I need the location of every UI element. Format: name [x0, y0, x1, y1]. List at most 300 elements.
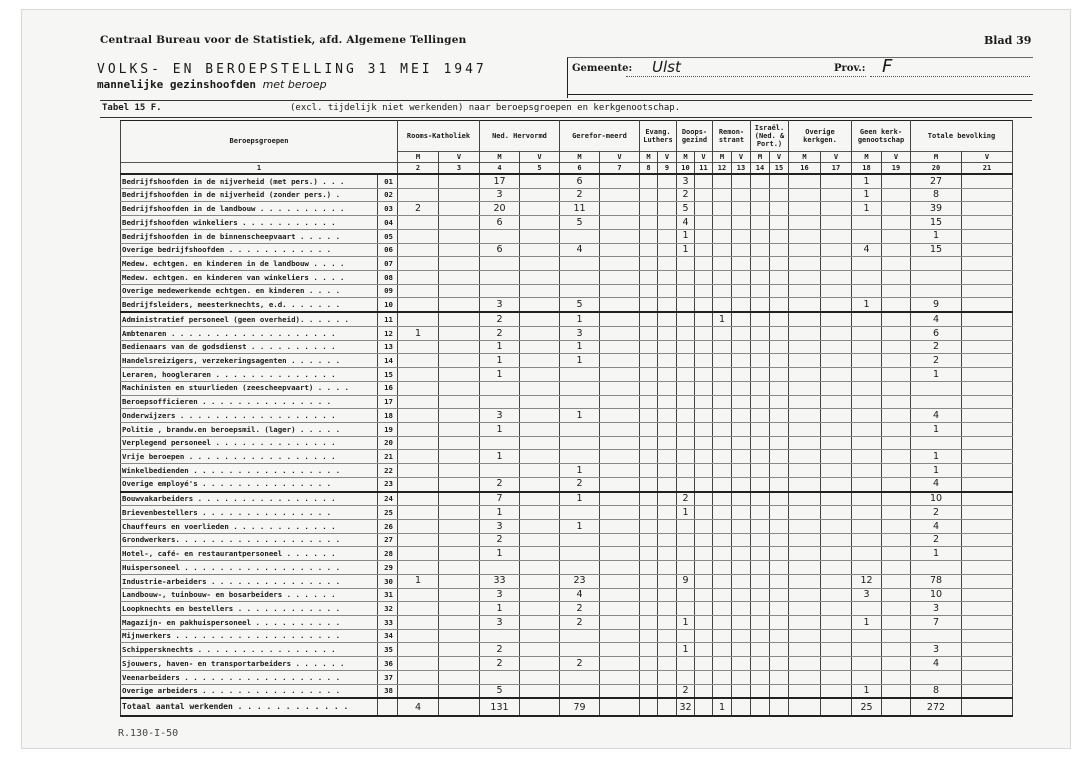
table-row [121, 229, 1013, 243]
occupation-label: Handelsreizigers, verzekeringsagenten . . . . . . [121, 354, 378, 368]
value-cell [962, 643, 1013, 657]
value-cell [713, 547, 732, 561]
value-cell [770, 547, 789, 561]
value-cell: 2 [560, 616, 600, 630]
value-cell [398, 188, 439, 202]
row-number: 08 [378, 271, 398, 285]
row-number: 38 [378, 684, 398, 698]
value-cell [962, 450, 1013, 464]
value-cell [677, 409, 695, 423]
value-cell [658, 216, 677, 230]
occupation-label: Bedienaars van de godsdienst . . . . . . . . . . [121, 340, 378, 354]
value-cell: 1 [852, 174, 882, 188]
value-cell [600, 216, 640, 230]
row-number: 16 [378, 381, 398, 395]
value-cell [751, 326, 770, 340]
sex-m-header: M [911, 152, 962, 163]
column-number: 11 [695, 163, 713, 175]
value-cell [439, 477, 480, 491]
value-cell [732, 450, 751, 464]
value-cell [695, 340, 713, 354]
value-cell [560, 506, 600, 520]
table-row [121, 519, 1013, 533]
value-cell [713, 436, 732, 450]
value-cell [751, 395, 770, 409]
value-cell: 3 [480, 616, 520, 630]
value-cell [640, 381, 658, 395]
row-number: 15 [378, 368, 398, 382]
value-cell [640, 326, 658, 340]
sex-m-header: M [560, 152, 600, 163]
value-cell [520, 602, 560, 616]
value-cell [520, 381, 560, 395]
value-cell [713, 257, 732, 271]
value-cell [677, 519, 695, 533]
value-cell [882, 561, 911, 575]
value-cell [751, 629, 770, 643]
row-number: 13 [378, 340, 398, 354]
value-cell [751, 643, 770, 657]
value-cell [439, 312, 480, 326]
value-cell [600, 243, 640, 257]
value-cell [677, 257, 695, 271]
col-group-header: Remon-strant [713, 121, 751, 152]
value-cell [439, 188, 480, 202]
sex-m-header: M [852, 152, 882, 163]
value-cell: 1 [398, 574, 439, 588]
value-cell [695, 354, 713, 368]
row-number: 02 [378, 188, 398, 202]
value-cell [882, 257, 911, 271]
value-cell [713, 229, 732, 243]
value-cell: 1 [560, 312, 600, 326]
value-cell [480, 436, 520, 450]
occupation-label: Ambtenaren . . . . . . . . . . . . . . . . . . . [121, 326, 378, 340]
value-cell: 1 [480, 450, 520, 464]
value-cell [962, 574, 1013, 588]
value-cell [751, 188, 770, 202]
value-cell: 3 [480, 588, 520, 602]
value-cell [713, 643, 732, 657]
occupation-label: Bedrijfshoofden in de nijverheid (met pers.) . . . [121, 174, 378, 188]
table-row [121, 243, 1013, 257]
value-cell [821, 602, 852, 616]
value-cell [789, 670, 821, 684]
value-cell [695, 174, 713, 188]
value-cell [713, 216, 732, 230]
value-cell [751, 506, 770, 520]
value-cell [882, 271, 911, 285]
value-cell [852, 670, 882, 684]
value-cell [789, 492, 821, 506]
value-cell [695, 602, 713, 616]
value-cell [695, 629, 713, 643]
value-cell [962, 243, 1013, 257]
value-cell [882, 174, 911, 188]
row-number: 28 [378, 547, 398, 561]
value-cell [789, 216, 821, 230]
row-number: 33 [378, 616, 398, 630]
value-cell [732, 271, 751, 285]
value-cell [398, 436, 439, 450]
value-cell [770, 588, 789, 602]
value-cell: 1 [911, 450, 962, 464]
total-cell: 25 [852, 698, 882, 716]
occupation-label: Bedrijfshoofden in de landbouw . . . . . . . . . . [121, 202, 378, 216]
value-cell [751, 436, 770, 450]
value-cell [882, 450, 911, 464]
table-row [121, 409, 1013, 423]
value-cell [695, 271, 713, 285]
value-cell: 3 [852, 588, 882, 602]
value-cell [695, 422, 713, 436]
occupation-label: Bedrijfshoofden in de nijverheid (zonder pers.) . [121, 188, 378, 202]
value-cell: 2 [480, 643, 520, 657]
value-cell [658, 422, 677, 436]
value-cell [600, 257, 640, 271]
occupation-label: Vrije beroepen . . . . . . . . . . . . . . . . . [121, 450, 378, 464]
value-cell [882, 368, 911, 382]
value-cell [640, 298, 658, 312]
table-row [121, 561, 1013, 575]
total-cell: 32 [677, 698, 695, 716]
row-number: 37 [378, 670, 398, 684]
value-cell [821, 243, 852, 257]
occupation-label: Industrie-arbeiders . . . . . . . . . . . . . . . [121, 574, 378, 588]
value-cell [640, 436, 658, 450]
value-cell [560, 450, 600, 464]
value-cell [770, 422, 789, 436]
value-cell [770, 409, 789, 423]
row-number: 10 [378, 298, 398, 312]
occupation-label: Overige bedrijfshoofden . . . . . . . . . . . . [121, 243, 378, 257]
total-cell [658, 698, 677, 716]
occupation-label: Brievenbestellers . . . . . . . . . . . . . . . [121, 506, 378, 520]
value-cell: 7 [911, 616, 962, 630]
value-cell [658, 174, 677, 188]
value-cell [695, 395, 713, 409]
value-cell [911, 436, 962, 450]
value-cell [751, 381, 770, 395]
value-cell [520, 312, 560, 326]
value-cell: 1 [480, 547, 520, 561]
col-group-header: Rooms-Katholiek [398, 121, 480, 152]
value-cell [640, 492, 658, 506]
column-number: 19 [882, 163, 911, 175]
occupation-label: Bedrijfsleiders, meesterknechts, e.d. . . . . . . [121, 298, 378, 312]
value-cell [770, 229, 789, 243]
value-cell [658, 533, 677, 547]
value-cell [439, 643, 480, 657]
value-cell [600, 657, 640, 671]
value-cell [789, 684, 821, 698]
value-cell [962, 340, 1013, 354]
value-cell [962, 588, 1013, 602]
value-cell [732, 174, 751, 188]
value-cell [398, 670, 439, 684]
value-cell [439, 561, 480, 575]
value-cell [695, 257, 713, 271]
value-cell: 4 [911, 477, 962, 491]
value-cell [480, 561, 520, 575]
value-cell [600, 381, 640, 395]
col-group-header: Doops-gezind [677, 121, 713, 152]
value-cell [882, 643, 911, 657]
value-cell [962, 602, 1013, 616]
value-cell [821, 574, 852, 588]
value-cell [789, 533, 821, 547]
value-cell [751, 533, 770, 547]
table-row [121, 284, 1013, 298]
value-cell: 1 [560, 340, 600, 354]
value-cell [821, 174, 852, 188]
value-cell [962, 202, 1013, 216]
value-cell [439, 684, 480, 698]
value-cell: 1 [560, 409, 600, 423]
value-cell [658, 229, 677, 243]
value-cell [789, 506, 821, 520]
table-row [121, 477, 1013, 491]
row-number: 36 [378, 657, 398, 671]
value-cell [732, 395, 751, 409]
value-cell: 39 [911, 202, 962, 216]
occupation-label: Veenarbeiders . . . . . . . . . . . . . . . . . . [121, 670, 378, 684]
value-cell [398, 588, 439, 602]
occupation-label: Magazijn- en pakhuispersoneel . . . . . . . . . . [121, 616, 378, 630]
value-cell: 6 [480, 216, 520, 230]
value-cell [732, 519, 751, 533]
value-cell [770, 174, 789, 188]
value-cell [640, 257, 658, 271]
value-cell [821, 464, 852, 478]
value-cell [852, 643, 882, 657]
table-row [121, 464, 1013, 478]
value-cell [732, 657, 751, 671]
value-cell [439, 174, 480, 188]
value-cell: 3 [560, 326, 600, 340]
value-cell [520, 533, 560, 547]
value-cell: 1 [677, 616, 695, 630]
value-cell [713, 506, 732, 520]
value-cell [640, 629, 658, 643]
value-cell: 6 [911, 326, 962, 340]
value-cell [789, 657, 821, 671]
value-cell [821, 326, 852, 340]
occupation-label: Bedrijfshoofden winkeliers . . . . . . . . . . . [121, 216, 378, 230]
table-row [121, 588, 1013, 602]
value-cell [695, 506, 713, 520]
value-cell [732, 464, 751, 478]
value-cell [677, 561, 695, 575]
value-cell [732, 326, 751, 340]
gemeente-line [626, 76, 866, 77]
value-cell [789, 547, 821, 561]
column-number: 2 [398, 163, 439, 175]
value-cell [852, 216, 882, 230]
total-cell [962, 698, 1013, 716]
occupation-label: Bouwvakarbeiders . . . . . . . . . . . . . . . . [121, 492, 378, 506]
value-cell [911, 629, 962, 643]
value-cell: 9 [911, 298, 962, 312]
value-cell [398, 616, 439, 630]
value-cell [852, 436, 882, 450]
value-cell [852, 340, 882, 354]
value-cell: 4 [911, 657, 962, 671]
value-cell [695, 588, 713, 602]
occupation-label: Schippersknechts . . . . . . . . . . . . . . . . [121, 643, 378, 657]
table-row [121, 436, 1013, 450]
value-cell [658, 284, 677, 298]
value-cell [695, 477, 713, 491]
value-cell [713, 533, 732, 547]
sex-v-header: V [882, 152, 911, 163]
value-cell [560, 547, 600, 561]
value-cell [695, 492, 713, 506]
occupation-label: Overige arbeiders . . . . . . . . . . . . . . . . [121, 684, 378, 698]
value-cell [882, 519, 911, 533]
occupation-label: Bedrijfshoofden in de binnenscheepvaart . . . . . [121, 229, 378, 243]
value-cell [520, 684, 560, 698]
value-cell: 2 [911, 340, 962, 354]
value-cell [770, 216, 789, 230]
total-cell [640, 698, 658, 716]
municipality-rule [568, 94, 1033, 95]
value-cell [732, 616, 751, 630]
table-row [121, 395, 1013, 409]
row-number: 11 [378, 312, 398, 326]
total-cell [821, 698, 852, 716]
value-cell: 2 [677, 188, 695, 202]
value-cell [398, 450, 439, 464]
value-cell [439, 574, 480, 588]
value-cell [713, 477, 732, 491]
value-cell [658, 395, 677, 409]
value-cell [751, 492, 770, 506]
value-cell [911, 284, 962, 298]
value-cell [962, 561, 1013, 575]
value-cell: 3 [911, 643, 962, 657]
value-cell [640, 561, 658, 575]
value-cell [677, 354, 695, 368]
value-cell [852, 312, 882, 326]
value-cell [560, 629, 600, 643]
value-cell: 7 [480, 492, 520, 506]
value-cell [770, 629, 789, 643]
value-cell [658, 643, 677, 657]
value-cell [821, 202, 852, 216]
value-cell [658, 340, 677, 354]
value-cell [882, 684, 911, 698]
value-cell [962, 368, 1013, 382]
subtitle-handwritten: met beroep [262, 78, 327, 91]
value-cell: 1 [560, 354, 600, 368]
table-row [121, 616, 1013, 630]
value-cell [713, 284, 732, 298]
value-cell [962, 298, 1013, 312]
value-cell [677, 629, 695, 643]
value-cell: 1 [677, 506, 695, 520]
value-cell: 4 [677, 216, 695, 230]
value-cell [695, 643, 713, 657]
value-cell [789, 602, 821, 616]
value-cell [789, 519, 821, 533]
value-cell [789, 174, 821, 188]
value-cell [789, 298, 821, 312]
value-cell [600, 616, 640, 630]
occupation-label: Onderwijzers . . . . . . . . . . . . . . . . . . [121, 409, 378, 423]
value-cell [770, 533, 789, 547]
value-cell [852, 561, 882, 575]
value-cell [560, 643, 600, 657]
value-cell [911, 670, 962, 684]
value-cell [732, 202, 751, 216]
value-cell [560, 561, 600, 575]
value-cell [695, 312, 713, 326]
row-number: 35 [378, 643, 398, 657]
value-cell: 1 [677, 643, 695, 657]
value-cell [852, 409, 882, 423]
value-cell [520, 574, 560, 588]
value-cell [695, 409, 713, 423]
table-row [121, 574, 1013, 588]
value-cell [677, 298, 695, 312]
value-cell [911, 257, 962, 271]
value-cell [398, 422, 439, 436]
value-cell: 1 [852, 188, 882, 202]
value-cell [677, 326, 695, 340]
value-cell [658, 519, 677, 533]
col-group-header: Evang. Luthers [640, 121, 677, 152]
value-cell [882, 506, 911, 520]
value-cell [695, 243, 713, 257]
total-cell [695, 698, 713, 716]
value-cell [600, 202, 640, 216]
column-number: 10 [677, 163, 695, 175]
row-number: 29 [378, 561, 398, 575]
column-number: 13 [732, 163, 751, 175]
occupation-label: Politie , brandw.en beroepsmil. (lager) . . . . . [121, 422, 378, 436]
value-cell [852, 629, 882, 643]
value-cell [640, 243, 658, 257]
value-cell [398, 643, 439, 657]
table-row [121, 354, 1013, 368]
table-body [121, 174, 1013, 716]
value-cell [398, 284, 439, 298]
value-cell [882, 395, 911, 409]
value-cell [398, 629, 439, 643]
value-cell [732, 561, 751, 575]
row-number: 05 [378, 229, 398, 243]
value-cell [520, 216, 560, 230]
column-number: 5 [520, 163, 560, 175]
value-cell [560, 533, 600, 547]
value-cell [520, 395, 560, 409]
value-cell [911, 395, 962, 409]
value-cell [398, 547, 439, 561]
value-cell [713, 602, 732, 616]
value-cell [560, 284, 600, 298]
value-cell [600, 574, 640, 588]
value-cell [640, 271, 658, 285]
value-cell [398, 561, 439, 575]
occupation-label: Machinisten en stuurlieden (zeescheepvaart) . . . . [121, 381, 378, 395]
value-cell [852, 657, 882, 671]
value-cell [640, 574, 658, 588]
value-cell [480, 257, 520, 271]
col-group-header: Israël. (Ned. & Port.) [751, 121, 789, 152]
value-cell [677, 602, 695, 616]
value-cell [677, 533, 695, 547]
